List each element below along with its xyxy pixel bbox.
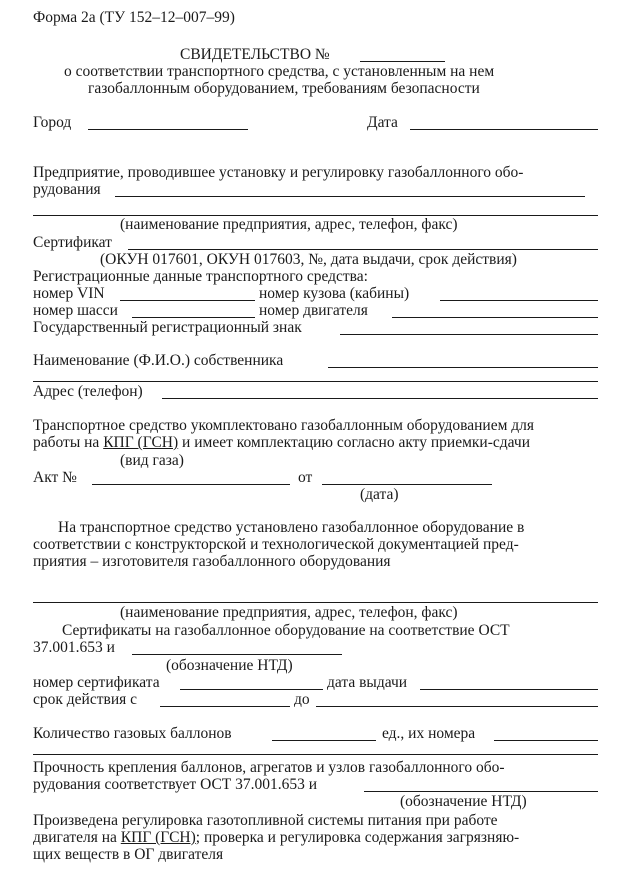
valid-to-field-line[interactable]	[316, 706, 598, 707]
subtitle-line-1: о соответствии транспортного средства, с установленным на нем	[64, 63, 495, 80]
cylinder-numbers-field-line[interactable]	[494, 740, 598, 741]
issue-date-field-line[interactable]	[420, 689, 598, 690]
act-date-field-line[interactable]	[322, 484, 492, 485]
installer-line-2: рудования	[33, 181, 101, 198]
body-number-field-line[interactable]	[440, 300, 598, 301]
chassis-number-field-line[interactable]	[132, 317, 255, 318]
reg-plate-field-line[interactable]	[340, 334, 598, 335]
equip-line-2-post: и имеет комплектацию согласно акту приемки-сдачи	[182, 434, 531, 451]
date-label: Дата	[367, 114, 398, 131]
valid-from-field-line[interactable]	[160, 706, 290, 707]
installer-hint: (наименование предприятия, адрес, телефон, факс)	[120, 216, 458, 233]
certificate-hint: (ОКУН 017601, ОКУН 017603, №, дата выдачи, срок действия)	[100, 251, 517, 268]
issue-date-label: дата выдачи	[327, 674, 408, 691]
city-field-line[interactable]	[88, 129, 248, 130]
document-title: СВИДЕТЕЛЬСТВО №	[180, 46, 330, 63]
act-number-label: Акт №	[33, 469, 77, 486]
installer-line-1: Предприятие, проводившее установку и регулировку газобаллонного обо-	[33, 164, 524, 181]
cylinder-count-label: Количество газовых баллонов	[33, 725, 232, 742]
ntd-hint: (обозначение НТД)	[166, 657, 293, 674]
subtitle-line-2: газобаллонным оборудованием, требованиям безопасности	[88, 80, 480, 97]
strength-ntd-field-line[interactable]	[364, 791, 598, 792]
cylinder-units-label: ед., их номера	[382, 725, 476, 742]
address-field-line[interactable]	[162, 398, 598, 399]
installer-field-line[interactable]	[115, 196, 585, 197]
vin-label: номер VIN	[33, 285, 105, 302]
equip-line-2-pre: работы на	[33, 434, 100, 451]
vin-field-line[interactable]	[120, 300, 255, 301]
certificate-number-line[interactable]	[360, 61, 445, 62]
owner-field-line-2[interactable]	[33, 381, 598, 382]
adjust-line-2-pre: двигателя на	[33, 829, 117, 846]
chassis-number-label: номер шасси	[33, 302, 118, 319]
equip-line-2	[33, 434, 530, 452]
certificate-label: Сертификат	[33, 234, 112, 251]
form-id: Форма 2а (ТУ 152–12–007–99)	[33, 9, 235, 26]
address-label: Адрес (телефон)	[33, 383, 143, 400]
installed-line-1: На транспортное средство установлено газобаллонное оборудование в	[58, 519, 525, 536]
engine-number-label: номер двигателя	[259, 302, 368, 319]
owner-field-line[interactable]	[328, 367, 598, 368]
adjust-line-2-post: ; проверка и регулировка содержания загрязняю-	[195, 829, 520, 846]
maker-field-line[interactable]	[33, 602, 598, 603]
strength-ntd-hint: (обозначение НТД)	[400, 793, 527, 810]
adjust-gas-type-option[interactable]: КПГ (ГСН)	[120, 829, 196, 846]
adjust-line-2	[33, 829, 519, 847]
valid-to-label: до	[294, 691, 310, 708]
reg-data-label: Регистрационные данные транспортного средства:	[33, 268, 368, 285]
gas-type-option[interactable]: КПГ (ГСН)	[103, 434, 179, 451]
act-from-label: от	[298, 469, 313, 486]
adjust-line-1: Произведена регулировка газотопливной системы питания при работе	[33, 812, 498, 829]
body-number-label: номер кузова (кабины)	[259, 285, 410, 302]
date-field-line[interactable]	[410, 129, 598, 130]
act-date-hint: (дата)	[360, 486, 399, 503]
cert-line-1: Сертификаты на газобаллонное оборудование на соответствие ОСТ	[62, 622, 510, 639]
maker-hint: (наименование предприятия, адрес, телефон, факс)	[120, 604, 458, 621]
cylinder-count-field-line[interactable]	[272, 740, 376, 741]
ntd-field-line[interactable]	[132, 654, 342, 655]
gas-type-hint: (вид газа)	[120, 452, 184, 469]
installed-line-3: приятия – изготовителя газобаллонного оборудования	[33, 553, 391, 570]
strength-line-1: Прочность крепления баллонов, агрегатов и узлов газобаллонного обо-	[33, 759, 505, 776]
strength-line-2: рудования соответствует ОСТ 37.001.653 и	[33, 776, 318, 793]
act-number-field-line[interactable]	[92, 484, 290, 485]
cert-number-label: номер сертификата	[33, 674, 160, 691]
installed-line-2: соответствии с конструкторской и технологической документацией пред-	[33, 536, 519, 553]
valid-from-label: срок действия с	[33, 691, 137, 708]
owner-label: Наименование (Ф.И.О.) собственника	[33, 352, 284, 369]
city-label: Город	[33, 114, 72, 131]
reg-plate-label: Государственный регистрационный знак	[33, 319, 302, 336]
cylinder-numbers-field-line-2[interactable]	[33, 754, 598, 755]
equip-line-1: Транспортное средство укомплектовано газобаллонным оборудованием для	[33, 417, 535, 434]
cert-number-field-line[interactable]	[180, 689, 323, 690]
adjust-line-3: щих веществ в ОГ двигателя	[33, 846, 224, 863]
certificate-field-line[interactable]	[128, 249, 598, 250]
engine-number-field-line[interactable]	[392, 317, 598, 318]
cert-line-2: 37.001.653 и	[33, 639, 115, 656]
